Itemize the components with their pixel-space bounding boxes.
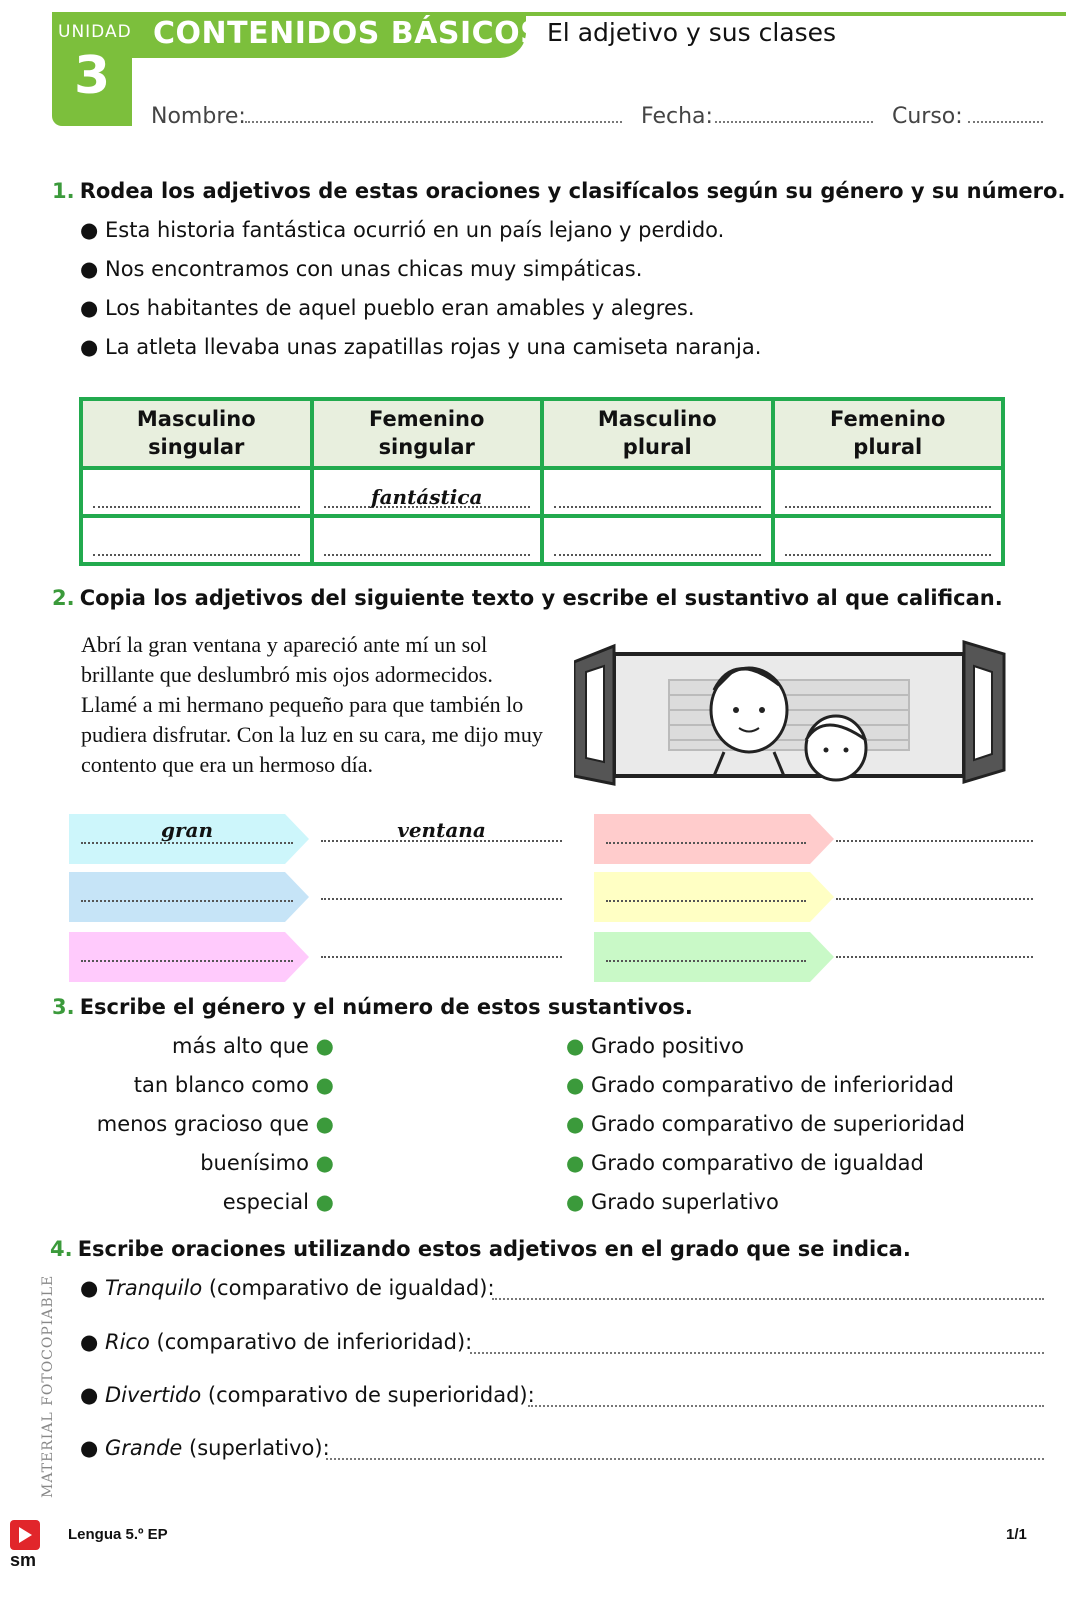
sentence-prompt: ● Tranquilo (comparativo de igualdad): <box>80 1276 495 1300</box>
noun-line[interactable] <box>321 818 562 842</box>
adjective-arrow[interactable] <box>594 814 834 864</box>
exercise-title: Copia los adjetivos del siguiente texto y escribe el sustantivo al que califican. <box>79 586 1003 610</box>
header-line-2: singular <box>148 434 245 459</box>
exercise-title: Escribe oraciones utilizando estos adjetivos en el grado que se indica. <box>77 1237 911 1261</box>
adjective-arrow[interactable] <box>594 932 834 982</box>
header-line-2: plural <box>622 434 692 459</box>
match-right-text: Grado comparativo de superioridad <box>591 1112 965 1136</box>
exercise-3-heading <box>52 995 693 1019</box>
match-left-item[interactable]: menos gracioso que ● <box>96 1112 334 1136</box>
match-right-item[interactable]: ● Grado comparativo de inferioridad <box>566 1073 954 1097</box>
header-masculino-singular <box>81 399 312 468</box>
match-left-item[interactable]: tan blanco como ● <box>133 1073 334 1097</box>
sentence-4: ● La atleta llevaba unas zapatillas rojas y una camiseta naranja. <box>80 335 762 359</box>
exercise-number: 2. <box>52 586 75 610</box>
noun-line[interactable] <box>836 818 1033 842</box>
match-left-item[interactable]: especial ● <box>222 1190 334 1214</box>
sentence-text: La atleta llevaba unas zapatillas rojas y una camiseta naranja. <box>105 335 762 359</box>
fecha-field[interactable] <box>715 121 873 123</box>
table-cell[interactable] <box>773 468 1004 516</box>
match-left-text: tan blanco como <box>133 1073 309 1097</box>
match-left-text: buenísimo <box>200 1151 309 1175</box>
answer-line[interactable] <box>492 1298 1044 1300</box>
header-line-1: Femenino <box>369 407 485 432</box>
match-right-text: Grado comparativo de igualdad <box>591 1151 924 1175</box>
banner-title: CONTENIDOS BÁSICOS <box>153 16 543 51</box>
grade-label: (comparativo de igualdad): <box>208 1276 495 1300</box>
header-masculino-plural <box>542 399 773 468</box>
noun-line[interactable] <box>836 934 1033 958</box>
nombre-field[interactable] <box>245 121 622 123</box>
match-right-item[interactable]: ● Grado comparativo de igualdad <box>566 1151 924 1175</box>
table-cell[interactable] <box>81 516 312 564</box>
nombre-label: Nombre: <box>151 104 246 129</box>
unit-number: 3 <box>74 46 111 106</box>
adjective-word: Rico <box>105 1330 150 1354</box>
table-cell[interactable] <box>312 468 543 516</box>
answer-line[interactable] <box>326 1458 1044 1460</box>
sm-logo-text: sm <box>10 1550 37 1570</box>
answer-line[interactable] <box>470 1352 1044 1354</box>
exercise-1-heading <box>52 179 1065 203</box>
sentence-text: Nos encontramos con unas chicas muy simpáticas. <box>105 257 643 281</box>
match-right-text: Grado positivo <box>591 1034 744 1058</box>
curso-label: Curso: <box>892 104 963 129</box>
page-number: 1/1 <box>1006 1526 1027 1543</box>
side-label: MATERIAL FOTOCOPIABLE <box>40 1274 56 1498</box>
table-cell[interactable] <box>773 516 1004 564</box>
sentence-text: Esta historia fantástica ocurrió en un país lejano y perdido. <box>105 218 725 242</box>
cell-value: fantástica <box>370 485 483 509</box>
match-left-item[interactable]: buenísimo ● <box>200 1151 334 1175</box>
fecha-label: Fecha: <box>641 104 713 129</box>
noun-value: ventana <box>397 818 486 842</box>
sentence-prompt: ● Rico (comparativo de inferioridad): <box>80 1330 473 1354</box>
table-cell[interactable] <box>542 516 773 564</box>
adjective-word: Divertido <box>105 1383 202 1407</box>
sentence-2: ● Nos encontramos con unas chicas muy simpáticas. <box>80 257 643 281</box>
match-left-text: especial <box>222 1190 309 1214</box>
match-right-item[interactable]: ● Grado superlativo <box>566 1190 779 1214</box>
sentence-3: ● Los habitantes de aquel pueblo eran amables y alegres. <box>80 296 695 320</box>
noun-line[interactable] <box>321 876 562 900</box>
sentence-text: Los habitantes de aquel pueblo eran amables y alegres. <box>105 296 695 320</box>
table-row <box>81 516 1003 564</box>
header-line-2: singular <box>378 434 475 459</box>
header-line-1: Masculino <box>136 407 256 432</box>
match-right-text: Grado comparativo de inferioridad <box>591 1073 954 1097</box>
grade-label: (superlativo): <box>189 1436 330 1460</box>
sentence-prompt: ● Grande (superlativo): <box>80 1436 330 1460</box>
grade-label: (comparativo de superioridad): <box>207 1383 535 1407</box>
header-top-line <box>526 12 1066 16</box>
header-femenino-singular <box>312 399 543 468</box>
adjective-arrow[interactable] <box>69 932 309 982</box>
grade-label: (comparativo de inferioridad): <box>156 1330 473 1354</box>
exercise-4-heading <box>50 1237 911 1261</box>
header-line-1: Masculino <box>597 407 717 432</box>
course-label: Lengua 5.º EP <box>68 1526 168 1543</box>
adjective-arrow[interactable] <box>69 814 309 864</box>
page-subtitle: El adjetivo y sus clases <box>547 18 837 47</box>
play-icon <box>19 1527 32 1543</box>
exercise-title: Escribe el género y el número de estos sustantivos. <box>79 995 693 1019</box>
header-line-2: plural <box>853 434 923 459</box>
table-header-row <box>81 399 1003 468</box>
noun-line[interactable] <box>321 934 562 958</box>
window-illustration <box>574 640 1016 786</box>
unit-label: UNIDAD <box>58 22 132 42</box>
header-femenino-plural <box>773 399 1004 468</box>
match-right-item[interactable]: ● Grado positivo <box>566 1034 744 1058</box>
table-row <box>81 468 1003 516</box>
answer-line[interactable] <box>528 1405 1044 1407</box>
exercise-number: 1. <box>52 179 75 203</box>
noun-line[interactable] <box>836 876 1033 900</box>
match-right-item[interactable]: ● Grado comparativo de superioridad <box>566 1112 965 1136</box>
sentence-1: ● Esta historia fantástica ocurrió en un país lejano y perdido. <box>80 218 725 242</box>
match-left-text: más alto que <box>172 1034 309 1058</box>
table-cell[interactable] <box>542 468 773 516</box>
exercise-title: Rodea los adjetivos de estas oraciones y clasifícalos según su género y su número. <box>79 179 1066 203</box>
adjective-arrow[interactable] <box>69 872 309 922</box>
reading-passage: Abrí la gran ventana y apareció ante mí un sol brillante que deslumbró mis ojos adormecidos. Llamé a mi hermano pequeño para que también lo pudiera disfrutar. Con la luz en su cara, me dijo muy contento que era un hermoso día. <box>81 632 543 777</box>
exercise-number: 3. <box>52 995 75 1019</box>
table-cell[interactable] <box>81 468 312 516</box>
adjective-arrow[interactable] <box>594 872 834 922</box>
sentence-prompt: ● Divertido (comparativo de superioridad): <box>80 1383 535 1407</box>
exercise-2-heading <box>52 586 1003 610</box>
header-line-1: Femenino <box>830 407 946 432</box>
curso-field[interactable] <box>968 121 1043 123</box>
match-left-text: menos gracioso que <box>96 1112 309 1136</box>
table-cell[interactable] <box>312 516 543 564</box>
adjective-word: Tranquilo <box>105 1276 203 1300</box>
exercise-number: 4. <box>50 1237 73 1261</box>
match-left-item[interactable]: más alto que ● <box>172 1034 334 1058</box>
adjective-word: Grande <box>105 1436 183 1460</box>
classification-table <box>79 397 1005 566</box>
match-right-text: Grado superlativo <box>591 1190 779 1214</box>
adjective-value: gran <box>160 818 214 842</box>
